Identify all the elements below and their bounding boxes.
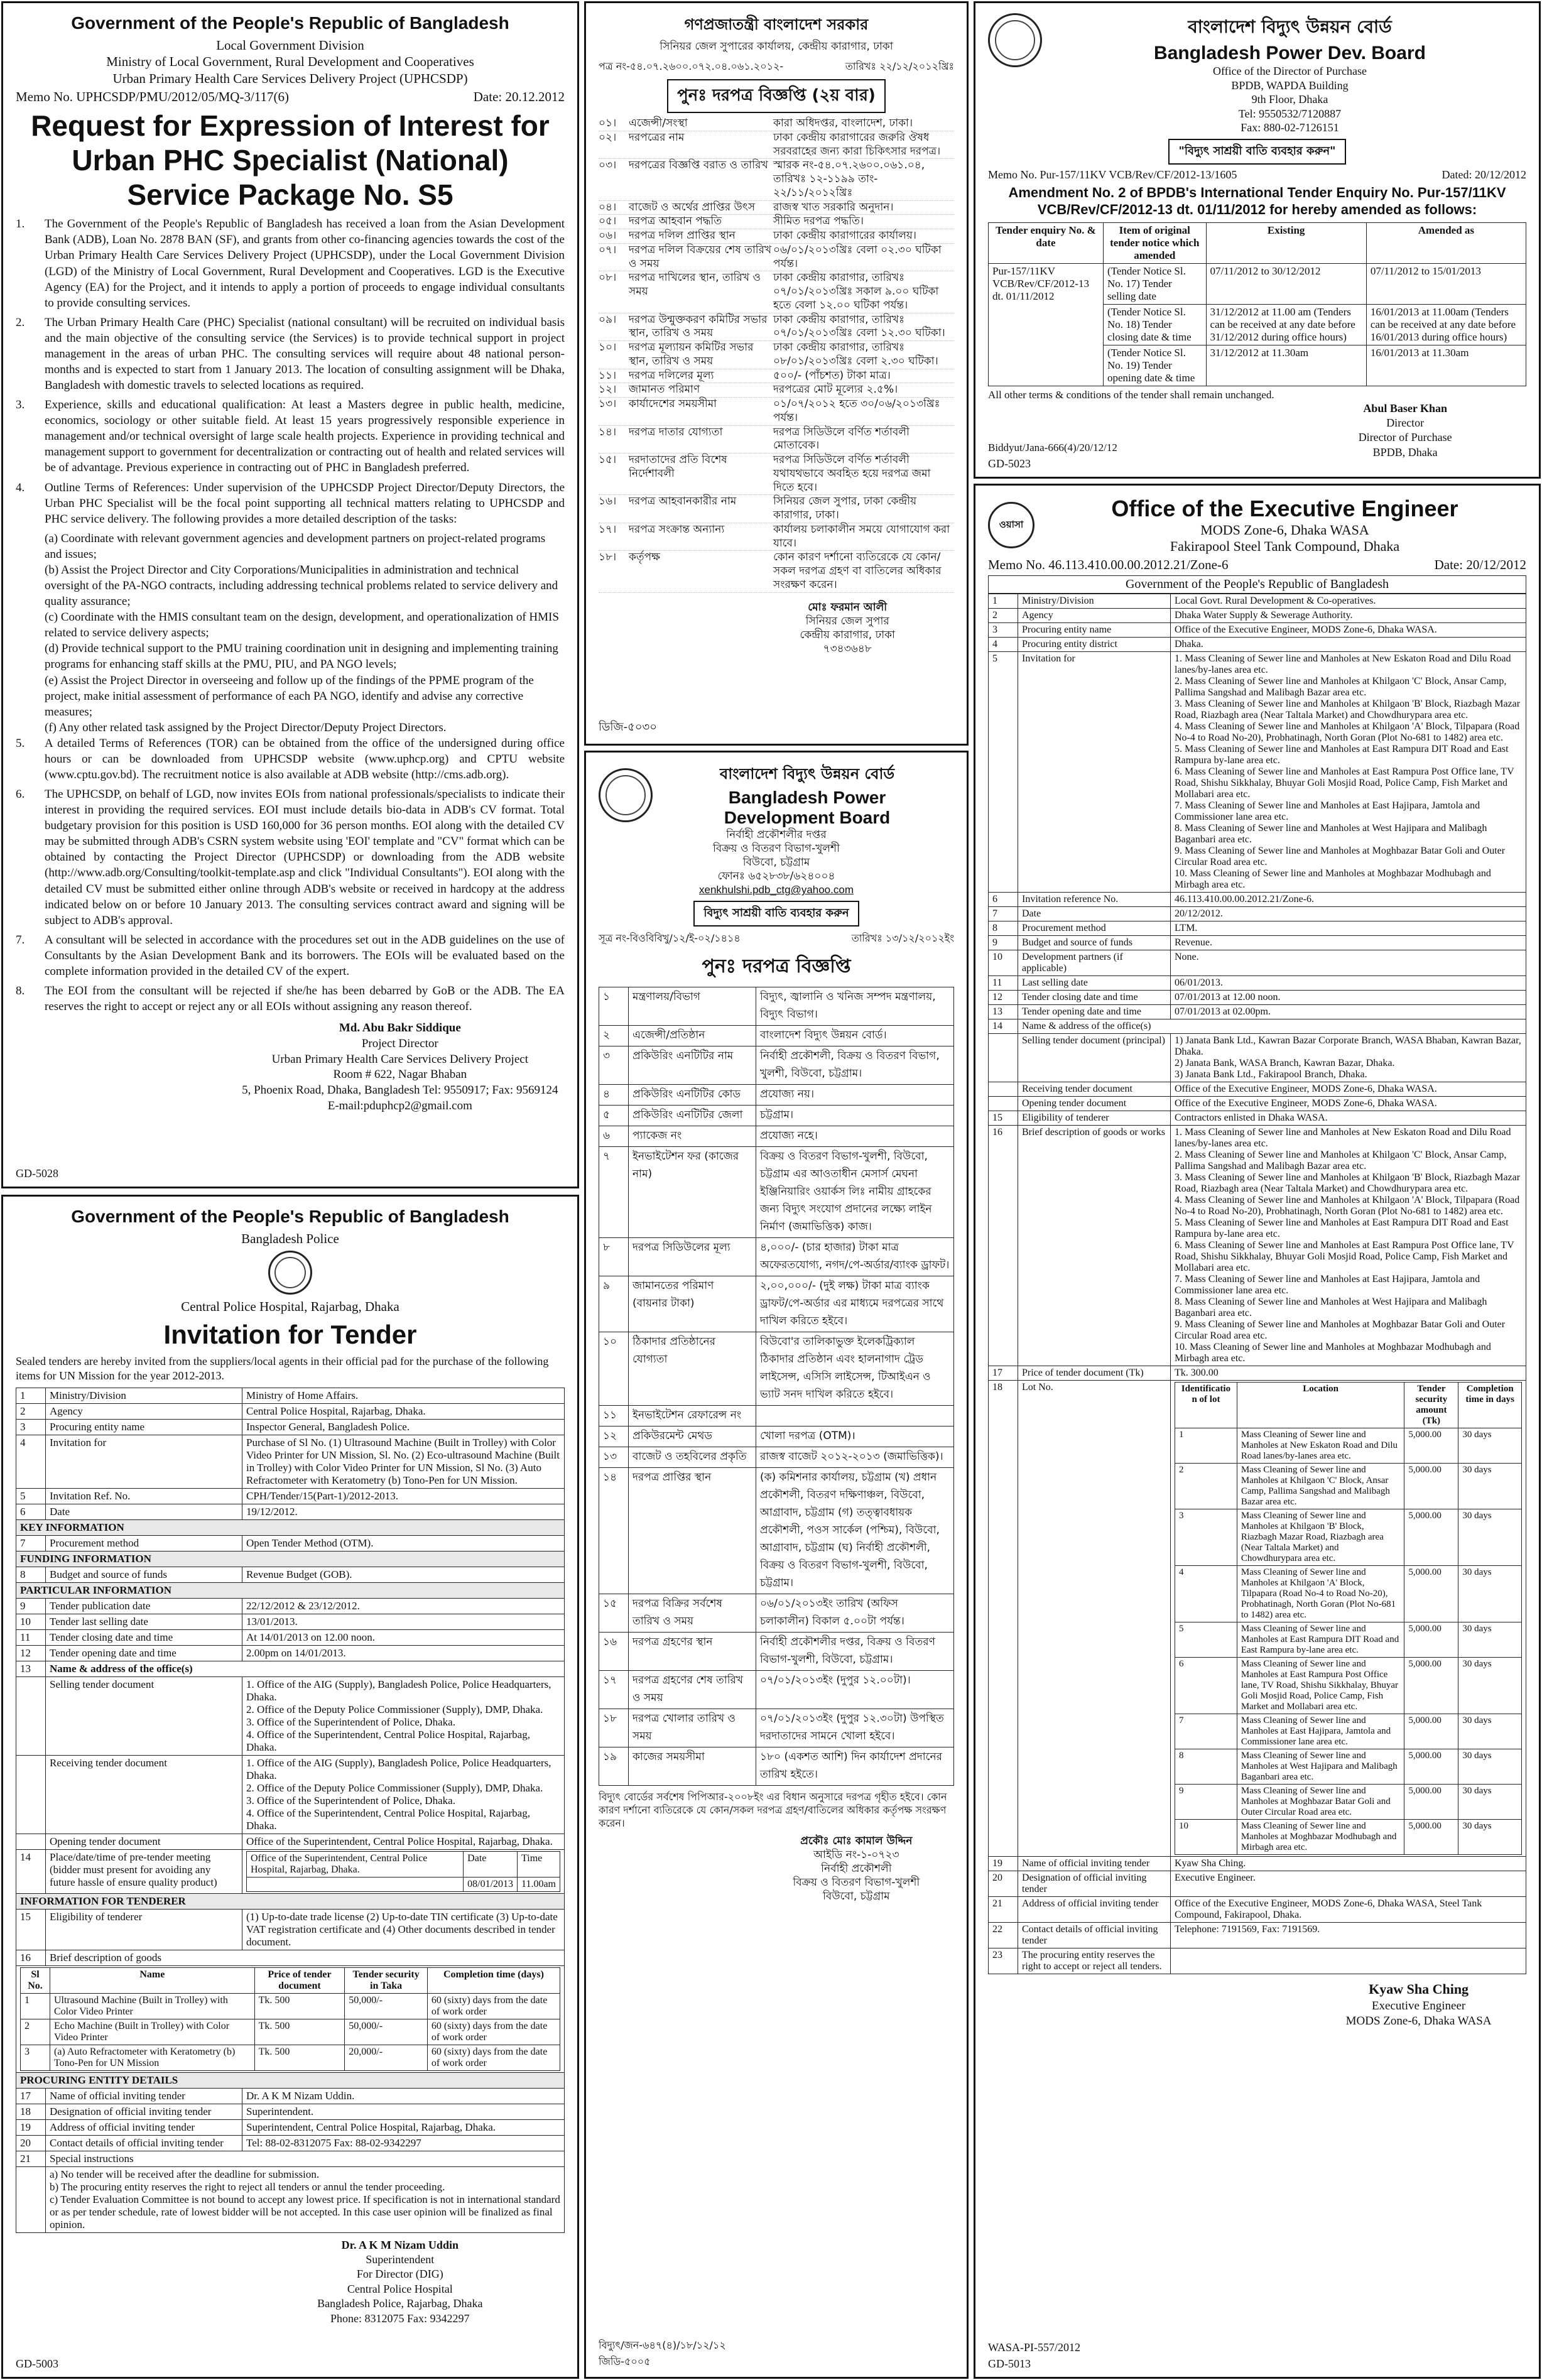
table-row: 14 Name & address of the office(s)	[989, 1019, 1526, 1034]
task-item: (e) Assist the Project Director in overseeing and follow up of the findings of the PPME program of the project, make initial assessment of performance of each PA NGO, identify and advise any corrective measures;	[45, 673, 534, 719]
table-row: Receiving tender document 1. Office of the AIG (Supply), Bangladesh Police, Police Headquarters, Dhaka. 2. Office of the Deputy Police Commissioner (Supply), DMP, Dhaka. 3. Office of the Superintendent of Police, Dhaka. 4. Office of the Superintendent, Central Police Hospital, Rajarbag, Dhaka.	[16, 1755, 565, 1834]
jail-row: ০৬। দরপত্র দলিল প্রাপ্তির স্থান ঢাকা কেন্দ্রীয় কারাগারের কার্যালয়।	[599, 229, 954, 244]
jail-row: ০৮। দরপত্র দাখিলের স্থান, তারিখ ও সময় ঢাকা কেন্দ্রীয় কারাগার, তারিখঃ ০৭/০১/২০১৩খ্রিঃ সকাল ৯.০০ ঘটিকা হতে বেলা ১২.০০ ঘটিকা পর্যন্ত।	[599, 271, 954, 313]
task-item: (c) Coordinate with the HMIS consultant team on the design, development, and operationalization of HMIS related to service delivery aspects;	[45, 611, 559, 640]
lot-table	[1175, 1382, 1522, 1855]
wasa-ref: WASA-PI-557/2012	[988, 2341, 1080, 2354]
section-header: PROCURING ENTITY DETAILS	[16, 2072, 565, 2088]
table-row: 1 Ministry/Division Ministry of Home Affairs.	[16, 1388, 565, 1403]
work-item: 1. Mass Cleaning of Sewer line and Manholes at New Eskaton Road and Dilu Road lanes/by-lanes area etc.	[1175, 653, 1511, 675]
eoi-paragraphs-continued	[16, 736, 565, 1014]
bpdb-ref: Biddyut/Jana-666(4)/20/12/12	[988, 442, 1117, 454]
wasa-logo-text: ওয়াসা	[999, 518, 1024, 530]
table-row: Receiving tender document Office of the Executive Engineer, MODS Zone-6, Dhaka WASA.	[989, 1082, 1526, 1097]
jail-title: পুনঃ দরপত্র বিজ্ঞপ্তি (২য় বার)	[667, 79, 886, 113]
task-item: (b) Assist the Project Director and City Corporations/Municipalities in administration and technical oversight of the PA-NGO contracts, including addressing technical problems related to service delivery and quality assurance;	[45, 563, 558, 609]
jail-ref: পত্র নং-৫৪.০৭.২৬০০.০৭২.০৪.০৬১.২০১২-	[599, 60, 784, 72]
table-row: (Tender Notice Sl. No. 18) Tender closing date & time 31/12/2012 at 11.00 am (Tenders can be received at any date before 31/12/2012 during office hours) 16/01/2013 at 11.00am (Tenders can be received at any date before 16/01/2013 during office hours)	[989, 304, 1526, 345]
bpdb2-title: পুনঃ দরপত্র বিজ্ঞপ্তি	[702, 955, 851, 978]
task-item: (d) Provide technical support to the PMU training coordination unit in designing and implementing training programs for enhancing staff skills at the PMU, PIU, and PA NGO levels;	[45, 642, 558, 671]
jail-row: ০৫। দরপত্র আহবান পদ্ধতি সীমিত দরপত্র পদ্ধতি।	[599, 215, 954, 229]
police-government-header: Government of the People's Republic of Bangladesh	[71, 1207, 509, 1226]
jail-row: ০৪। বাজেট ও অর্থের প্রাপ্তির উৎস রাজস্ব খাত সরকারি অনুদান।	[599, 201, 954, 215]
wasa-zone: MODS Zone-6, Dhaka WASA	[1200, 522, 1369, 538]
col-existing: Existing	[1206, 222, 1366, 263]
bpdb-memo: Memo No. Pur-157/11KV VCB/Rev/CF/2012-13/1605	[988, 168, 1237, 181]
office-item: 3. Office of the Superintendent of Police, Dhaka.	[246, 1715, 455, 1728]
paragraph-number: 5.	[16, 736, 25, 750]
office-item: 1. Office of the AIG (Supply), Bangladesh Police, Police Headquarters, Dhaka.	[246, 1678, 551, 1703]
table-row: ১২ প্রকিউরমেন্ট মেথড খোলা দরপত্র (OTM)।	[599, 1426, 954, 1447]
lot-row: 5 Mass Cleaning of Sewer line and Manholes at East Rampura DIT Road and East Rampura by-lane area etc. 5,000.00 30 days	[1175, 1622, 1522, 1658]
table-row: ১ মন্ত্রণালয়/বিভাগ বিদ্যুৎ, জ্বালানি ও খনিজ সম্পদ মন্ত্রণালয়, বিদ্যুৎ বিভাগ।	[599, 987, 954, 1026]
lot-header: Identificatio n of lot	[1175, 1383, 1237, 1428]
table-row: 13 Name & address of the office(s)	[16, 1661, 565, 1676]
bpdb-english-name: Bangladesh Power Dev. Board	[1154, 43, 1426, 63]
table-row: 12 Tender closing date and time 07/01/2013 at 12.00 noon.	[989, 991, 1526, 1005]
table-row: ১১ ইনভাইটেশন রেফারেন্স নং	[599, 1406, 954, 1426]
table-row: 7 Procurement method Open Tender Method (OTM).	[16, 1535, 565, 1551]
jail-date: তারিখঃ ২২/১২/২০১২খ্রিঃ	[845, 60, 954, 72]
table-row: 2 Agency Dhaka Water Supply & Sewerage Authority.	[989, 609, 1526, 623]
table-row: ১৯ কাজের সময়সীমা ১৮০ (একশত আশি) দিন কার্যাদেশ প্রদানের তারিখ হইতে।	[599, 1747, 954, 1786]
bpdb-dated: Dated: 20/12/2012	[1442, 168, 1526, 181]
wasa-gd-code: GD-5013	[988, 2357, 1031, 2370]
police-tender-advertisement	[1, 1195, 579, 2379]
eoi-paragraph	[16, 736, 565, 783]
paragraph-text: Experience, skills and educational qualification: At least a Masters degree in public health, medicine, economics, sociology or other suitable field. At least 15 years progressively responsible experience in management and/or technical oversight of large scale health projects. Experience in providing technical and management support to government for decentralization or contracting out of health and related services will be of advantage. Previous experience in contracting out of PHC in Bangladesh preferred.	[45, 398, 565, 475]
bpdb-footer-note: All other terms & conditions of the tender shall remain unchanged.	[988, 388, 1274, 401]
office-item: 4. Office of the Superintendent, Central Police Hospital, Rajarbag, Dhaka.	[246, 1728, 530, 1753]
work-item: 6. Mass Cleaning of Sewer line and Manholes at East Rampura Post Office lane, TV Road, Shishu Sikkhalay, Bhuyar Goli Mosjid Road, Police Camp, Fish Market and Mollabari area etc.	[1175, 766, 1514, 800]
eoi-advertisement	[1, 1, 579, 1188]
table-row: 6 Date 19/12/2012.	[16, 1504, 565, 1519]
lot-row: 1 Mass Cleaning of Sewer line and Manholes at New Eskaton Road and Dilu Road lanes/by-lanes area etc. 5,000.00 30 days	[1175, 1428, 1522, 1464]
table-row: 6 Invitation reference No. 46.113.410.00.00.2012.21/Zone-6.	[989, 893, 1526, 907]
lot-header: Location	[1237, 1383, 1404, 1428]
paragraph-number: 2.	[16, 315, 25, 329]
col-amended: Amended as	[1366, 222, 1526, 263]
work-item: 8. Mass Cleaning of Sewer line and Manholes at West Hajipara and Malibagh Baganbari area etc.	[1175, 823, 1487, 845]
table-row: 19 Name of official inviting tender Kyaw Sha Ching.	[989, 1857, 1526, 1871]
work-item: 5. Mass Cleaning of Sewer line and Manholes at East Rampura DIT Road and East Rampura by-lane area etc.	[1175, 744, 1509, 766]
bpdb-signature: Abul Baser Khan Director Director of Purchase BPDB, Dhaka	[1358, 401, 1452, 459]
jail-row: ০১। এজেন্সী/সংস্থা কারা অধিদপ্তর, বাংলাদেশ, ঢাকা।	[599, 117, 954, 131]
table-row: 21 Special instructions	[16, 2151, 565, 2166]
lot-row: 8 Mass Cleaning of Sewer line and Manholes at West Hajipara and Malibagh Baganbari area etc. 5,000.00 30 days	[1175, 1749, 1522, 1785]
paragraph-text: The UPHCSDP, on behalf of LGD, now invites EOIs from national professionals/specialists to indicate their interest in providing the required services. EOI must include details bio-data in ADB's CV format. Total budgetary provision for this position is USD 160,000 for 36 person months. EOI along with the detailed CV may be submitted through ADB's CSRN system website using 'EOI' template and "CV" format which can be obtained by contacting the Project Director (UPHCSDP) or downloading from the ADB website (http://www.adb.org/Consulting/toolkit-template.asp and click "Individual Consultants"). EOI along with the detailed CV must be submitted either online through ADB's website or received in hardcopy at the address indicated below on or before 10 January 2013. The consulting services contract award and signing will be subject to ADB's approval.	[45, 788, 565, 927]
col-enquiry: Tender enquiry No. & date	[989, 222, 1104, 263]
eoi-task-list	[45, 531, 565, 736]
goods-header: Completion time (days)	[427, 1967, 560, 1993]
eoi-office-lines: Local Government Division Ministry of Local Government, Rural Development and Cooperatives Urban Primary Health Care Services Delivery Project (UPHCSDP)	[106, 38, 474, 86]
jail-tender-advertisement	[584, 1, 969, 746]
wasa-tender-table	[988, 594, 1526, 1974]
goods-row: 1 Ultrasound Machine (Built in Trolley) with Color Video Printer Tk. 500 50,000/- 60 (sixty) days from the date of work order	[21, 1993, 560, 2019]
jail-signature: মোঃ ফরমান আলী সিনিয়র জেল সুপার কেন্দ্রীয় কারাগার, ঢাকা ৭৩৪৩৬৪৮	[800, 600, 895, 655]
jail-ref-line	[599, 58, 954, 75]
jail-row: ১৮। কর্তৃপক্ষ কোন কারণ দর্শানো ব্যতিরেকে যে কোন/সকল দরপত্র গ্রহণ বা বাতিলের অধিকার সংরক্ষণ করেন।	[599, 551, 954, 592]
table-row: ৩ প্রকিউরিং এনটিটির নাম নির্বাহী প্রকৌশলী, বিক্রয় ও বিতরণ বিভাগ, খুলশী, বিউবো, চট্টগ্রাম।	[599, 1046, 954, 1085]
table-row: ৯ জামানতের পরিমাণ (বায়নার টাকা) ২,০০,০০০/- (দুই লক্ষ) টাকা মাত্র ব্যাংক ড্রাফট/পে-অর্ডার এর মাধ্যমে দরপত্রের সাথে দাখিল করিতে হইবে।	[599, 1276, 954, 1332]
lot-label: Lot No.	[1018, 1381, 1171, 1857]
table-row: ৫ প্রকিউরিং এনটিটির জেলা চট্টগ্রাম।	[599, 1106, 954, 1126]
goods-header: Price of tender document	[254, 1967, 345, 1993]
table-row: (Tender Notice Sl. No. 19) Tender opening date & time 31/12/2012 at 11.30am 16/01/2013 at 11.30am	[989, 345, 1526, 386]
lot-row: 2 Mass Cleaning of Sewer line and Manholes at Khilgaon 'C' Block, Ansar Camp, Pallima Sangshad and Malibagh Bazar area etc. 5,000.00 30 days	[1175, 1464, 1522, 1509]
table-row: Opening tender document Office of the Executive Engineer, MODS Zone-6, Dhaka WASA.	[989, 1097, 1526, 1111]
bpdb-office-lines: Office of the Director of Purchase BPDB, WAPDA Building 9th Floor, Dhaka Tel: 9550532/7120887 Fax: 880-02-7126151	[1212, 65, 1367, 134]
bpdb-amendment-advertisement	[974, 1, 1541, 479]
table-row: ১৫ দরপত্র বিক্রির সর্বশেষ তারিখ ও সময় ০৬/০১/২০১৩ইং তারিখ (অফিস চলাকালীন) বিকাল ৫.০০টা পর্যন্ত।	[599, 1594, 954, 1633]
table-row: Opening tender document Office of the Superintendent, Central Police Hospital, Rajarbag, Dhaka.	[16, 1834, 565, 1849]
table-row: ১৩ বাজেট ও তহবিলের প্রকৃতি রাজস্ব বাজেট ২০১২-২০১৩ (জমাভিত্তিক)।	[599, 1447, 954, 1468]
table-row: 12 Tender opening date and time 2.00pm on 14/01/2013.	[16, 1645, 565, 1661]
table-row: 20 Designation of official inviting tender Executive Engineer.	[989, 1871, 1526, 1897]
work-item: 1. Mass Cleaning of Sewer line and Manholes at New Eskaton Road and Dilu Road lanes/by-lanes area etc.	[1175, 1127, 1511, 1149]
paragraph-number: 3.	[16, 398, 25, 412]
table-row: 15 Eligibility of tenderer (1) Up-to-date trade license (2) Up-to-date TIN certificate (3) Up-to-date VAT registration certificate and (4) Other documents described in tender document.	[16, 1909, 565, 1950]
wasa-gov-header: Government of the People's Republic of Bangladesh	[988, 575, 1526, 594]
eoi-paragraph	[16, 786, 565, 928]
table-row: 4 Procuring entity district Dhaka.	[989, 638, 1526, 652]
police-tender-table	[16, 1388, 565, 2233]
table-row: Selling tender document 1. Office of the AIG (Supply), Bangladesh Police, Police Headquarters, Dhaka. 2. Office of the Deputy Police Commissioner (Supply), DMP, Dhaka. 3. Office of the Superintendent of Police, Dhaka. 4. Office of the Superintendent, Central Police Hospital, Rajarbag, Dhaka.	[16, 1676, 565, 1755]
bpdb2-ref-1: বিদ্যুৎ/জন-৬৪৭(৪)/১৮/১২/১২	[599, 2339, 726, 2351]
bpdb-logo-icon	[988, 13, 1042, 67]
special-instruction: a) No tender will be received after the deadline for submission.	[50, 2168, 320, 2180]
work-item: 2. Mass Cleaning of Sewer line and Manholes at Khilgaon 'C' Block, Ansar Camp, Pallima Sangshad and Malibagh Bazar area etc.	[1175, 1149, 1507, 1171]
table-row: ১০ ঠিকাদার প্রতিষ্ঠানের যোগ্যতা বিউবো'র তালিকাভুক্ত ইলেকট্রিক্যাল ঠিকাদার প্রতিষ্ঠান এবং হালনাগাদ ট্রেড লাইসেন্স, এসিসি লাইসেন্স, টিআইএন ও ভ্যাট সনদ দাখিল করিতে হইবে।	[599, 1332, 954, 1406]
selling-office: 1) Janata Bank Ltd., Kawran Bazar Corporate Branch, WASA Bhaban, Kawran Bazar, Dhaka.	[1175, 1035, 1521, 1057]
table-row: 11 Tender closing date and time At 14/01/2013 on 12.00 noon.	[16, 1629, 565, 1645]
table-row: 18 Lot No. Identificatio n of lot Location Tender security amount (Tk) Completion time in days 1 Mass Cleaning of Sewer line and Manholes at New Eskaton Road and Dilu Road lanes/by-lanes area etc. 5,000.00 30 days 2 Mass Cleaning of Sewer line and Manholes at Khilgaon 'C' Block, Ansar Camp, Pallima Sangshad and Malibagh Bazar area etc. 5,000.00 30 days 3 Mass Cleaning of Sewer line and Manholes at Khilgaon 'B' Block, Riazbagh Mazar Road, Riazbagh area (Near Taltala Market) and Chowdhurypara area etc. 5,000.00 30 days 4 Mass Cleaning of Sewer line and Manholes at Khilgaon 'A' Block, Tilpapara (Road No-4 to Road No-20), Probhatinagh, North Goran (Plot No-681 to 1482) area etc. 5,000.00 30 days 5 Mass Cleaning of Sewer line and Manholes at East Rampura DIT Road and East Rampura by-lane area etc. 5,000.00 30 days 6 Mass Cleaning of Sewer line and Manholes at East Rampura Post Office lane, TV Road, Shishu Sikkhalay, Bhuyar Goli Mosjid Road, Police Camp, Fish Market and Mollabari area etc. 5,000.00 30 days 7 Mass Cleaning of Sewer line and Manholes at East Hajipara, Jamtola and Commissioner lane area etc. 5,000.00 30 days 8 Mass Cleaning of Sewer line and Manholes at West Hajipara and Malibagh Baganbari area etc. 5,000.00 30 days 9 Mass Cleaning of Sewer line and Manholes at Moghbazar Batar Goli and Outer Circular Road area etc. 5,000.00 30 days 10 Mass Cleaning of Sewer line and Manholes at Moghbazar Modhubagh and Mirbagh area etc. 5,000.00 30 days	[989, 1381, 1526, 1857]
lot-header: Completion time in days	[1458, 1383, 1522, 1428]
table-row: 13 Tender opening date and time 07/01/2013 at 02.00pm.	[989, 1005, 1526, 1019]
work-item: 7. Mass Cleaning of Sewer line and Manholes at East Hajipara, Jamtola and Commissioner lane area etc.	[1175, 1274, 1480, 1296]
bpdb-khulshi-logo-icon	[599, 768, 653, 822]
jail-row: ১১। দরপত্র দলিলের মূল্য ৫০০/- (পাঁচশত) টাকা মাত্র।	[599, 369, 954, 384]
bpdb-bangla-name: বাংলাদেশ বিদ্যুৎ উন্নয়ন বোর্ড	[1188, 16, 1392, 37]
section-header: INFORMATION FOR TENDERER	[16, 1893, 565, 1909]
table-row: 10 Tender last selling date 13/01/2013.	[16, 1614, 565, 1629]
work-item: 3. Mass Cleaning of Sewer line and Manholes at Khilgaon 'B' Block, Riazbagh Mazar Road, Riazbagh area (Near Taltala Market) and Chowdhurypara area etc.	[1175, 698, 1521, 720]
eoi-title: Request for Expression of Interest for Urban PHC Specialist (National) Service Package No. S5	[31, 109, 550, 212]
table-row: 9 Budget and source of funds Revenue.	[989, 936, 1526, 950]
lot-row: 7 Mass Cleaning of Sewer line and Manholes at East Hajipara, Jamtola and Commissioner lane area etc. 5,000.00 30 days	[1175, 1714, 1522, 1749]
eoi-paragraph	[16, 932, 565, 979]
eoi-memo-line	[16, 89, 565, 105]
paragraph-text: Outline Terms of References: Under supervision of the UPHCSDP Project Director/Deputy Directors, the Urban PHC Specialist will be the focal point supporting all technical matters relating to UPHCSDP and PHC service delivery. The following provides a more detailed description of the tasks:	[45, 481, 565, 526]
work-item: 4. Mass Cleaning of Sewer line and Manholes at Khilgaon 'A' Block, Tilpapara (Road No-4 to Road No-20), Probhatinagh, North Goran (Plot No-681 to 1482) area etc.	[1175, 1195, 1520, 1217]
paragraph-text: The EOI from the consultant will be rejected if she/he has been debarred by GoB or the ADB. The EA reserves the right to accept or reject any or all EOIs without assigning any reason thereof.	[45, 984, 565, 1014]
goods-header: Sl No.	[21, 1967, 50, 1993]
eoi-paragraph	[16, 983, 565, 1014]
special-instruction: c) Tender Evaluation Committee is not bound to accept any lowest price. If specification is not in international standard or as per tender schedule, rate of lowest bidder will be not accepted. In this case user opinion will be finalized as final opinion.	[50, 2193, 560, 2231]
bpdb2-gd-code: জিডি-৫০০৫	[599, 2356, 651, 2367]
selling-office: 3) Janata Bank Ltd., Fakirapool Branch, Dhaka.	[1175, 1069, 1367, 1080]
paragraph-number: 1.	[16, 217, 25, 231]
bpdb2-english-name-2: Development Board	[724, 808, 891, 827]
goods-table	[20, 1967, 560, 2071]
col-item: Item of original tender notice which amended	[1104, 222, 1207, 263]
section-header: KEY INFORMATION	[16, 1519, 565, 1535]
eoi-paragraph	[16, 315, 565, 393]
office-item: 3. Office of the Superintendent of Police, Dhaka.	[246, 1794, 455, 1807]
task-item: (f) Any other related task assigned by the Project Director/Deputy Project Directors.	[45, 720, 447, 734]
eoi-paragraph	[16, 480, 565, 527]
bpdb-amendment-table	[988, 222, 1526, 386]
bpdb-gd-code: GD-5023	[988, 457, 1031, 470]
table-row: 8 Budget and source of funds Revenue Budget (GOB).	[16, 1567, 565, 1582]
table-row: 5 Invitation Ref. No. CPH/Tender/15(Part-1)/2012-2013.	[16, 1488, 565, 1504]
table-row: Selling tender document (principal) 1) Janata Bank Ltd., Kawran Bazar Corporate Branch, WASA Bhaban, Kawran Bazar, Dhaka. 2) Janata Bank, WASA Branch, Kawran Bazar, Dhaka. 3) Janata Bank Ltd., Fakirapool Branch, Dhaka.	[989, 1034, 1526, 1082]
paragraph-text: A detailed Terms of References (TOR) can be obtained from the office of the undersigned during office hours or can be downloaded from UPHCSDP website (www.uphcp.org) and CPTU website (www.cptu.gov.bd). The recruitment notice is also available at ADB website (http://cms.adb.org).	[45, 736, 565, 781]
police-agency: Bangladesh Police	[241, 1231, 339, 1246]
bpdb2-email: xenkhulshi.pdb_ctg@yahoo.com	[699, 884, 854, 896]
wasa-address: Fakirapool Steel Tank Compound, Dhaka	[1170, 538, 1400, 554]
jail-row: ০২। দরপত্রের নাম ঢাকা কেন্দ্রীয় কারাগারের জরুরি ঔষধ সরবরাহের জন্য কারা চিকিৎসার দরপত্র।	[599, 131, 954, 160]
bpdb-slogan: "বিদ্যুৎ সাশ্রয়ী বাতি ব্যবহার করুন"	[1168, 139, 1345, 165]
table-row: 3 Procuring entity name Office of the Executive Engineer, MODS Zone-6, Dhaka WASA.	[989, 623, 1526, 638]
paragraph-number: 4.	[16, 481, 25, 494]
table-row: 21 Address of official inviting tender Office of the Executive Engineer, MODS Zone-6, Dhaka WASA, Steel Tank Compound, Fakirapool, Dhaka.	[989, 1897, 1526, 1923]
table-row: 10 Development partners (if applicable) None.	[989, 950, 1526, 976]
paragraph-number: 6.	[16, 788, 25, 801]
jail-row: ০৯। দরপত্র উন্মুক্তকরণ কমিটির সভার স্থান, তারিখ ও সময় ঢাকা কেন্দ্রীয় কারাগার, তারিখঃ ০৭/০১/২০১৩খ্রিঃ বেলা ১২.৩০ ঘটিকা।	[599, 313, 954, 342]
lot-row: 9 Mass Cleaning of Sewer line and Manholes at Moghbazar Batar Goli and Outer Circular Road area etc. 5,000.00 30 days	[1175, 1785, 1522, 1820]
table-row: 19 Address of official inviting tender Superintendent, Central Police Hospital, Rajarbag, Dhaka.	[16, 2119, 565, 2135]
work-item: 7. Mass Cleaning of Sewer line and Manholes at East Hajipara, Jamtola and Commissioner lane area etc.	[1175, 800, 1480, 822]
police-signature: Dr. A K M Nizam Uddin Superintendent For Director (DIG) Central Police Hospital Bangladesh Police, Rajarbag, Dhaka Phone: 8312075 Fax: 9342297	[317, 2238, 483, 2325]
table-row: ৮ দরপত্র সিডিউলের মূল্য ৪,০০০/- (চার হাজার) টাকা মাত্র অফেরতযোগ্য, নগদ/পে-অর্ডার/ব্যাংক ড্রাফট।	[599, 1238, 954, 1276]
goods-header: Name	[50, 1967, 254, 1993]
table-row: 11 Last selling date 06/01/2013.	[989, 976, 1526, 991]
jail-row: ১৬। দরপত্র আহবানকারীর নাম সিনিয়র জেল সুপার, ঢাকা কেন্দ্রীয় কারাগার, ঢাকা।	[599, 495, 954, 523]
table-row: 2 Agency Central Police Hospital, Rajarbag, Dhaka.	[16, 1403, 565, 1419]
office-item: 1. Office of the AIG (Supply), Bangladesh Police, Police Headquarters, Dhaka.	[246, 1756, 551, 1781]
table-row: 5 Invitation for 1. Mass Cleaning of Sewer line and Manholes at New Eskaton Road and Dilu Road lanes/by-lanes area etc. 2. Mass Cleaning of Sewer line and Manholes at Khilgaon 'C' Block, Ansar Camp, Pallima Sangshad and Malibagh Bazar area etc. 3. Mass Cleaning of Sewer line and Manholes at Khilgaon 'B' Block, Riazbagh Mazar Road, Riazbagh area (Near Taltala Market) and Chowdhurypara area etc. 4. Mass Cleaning of Sewer line and Manholes at Khilgaon 'A' Block, Tilpapara (Road No-4 to Road No-20), Probhatinagh, North Goran (Plot No-681 to 1482) area etc. 5. Mass Cleaning of Sewer line and Manholes at East Rampura DIT Road and East Rampura by-lane area etc. 6. Mass Cleaning of Sewer line and Manholes at East Rampura Post Office lane, TV Road, Shishu Sikkhalay, Bhuyar Goli Mosjid Road, Police Camp, Fish Market and Mollabari area etc. 7. Mass Cleaning of Sewer line and Manholes at East Hajipara, Jamtola and Commissioner lane area etc. 8. Mass Cleaning of Sewer line and Manholes at West Hajipara and Malibagh Baganbari area etc. 9. Mass Cleaning of Sewer line and Manholes at Moghbazar Batar Goli and Outer Circular Road area etc. 10. Mass Cleaning of Sewer line and Manholes at Moghbazar Modhubagh and Mirbagh area etc.	[989, 652, 1526, 893]
jail-row: ১২। জামানত পরিমাণ দরপত্রের মোট মূল্যের ২.৫%।	[599, 383, 954, 398]
table-row: 17 Price of tender document (Tk) Tk. 300.00	[989, 1366, 1526, 1381]
table-row: 1 Ministry/Division Local Govt. Rural Development & Co-operatives.	[989, 594, 1526, 609]
table-row: 16 Brief description of goods	[16, 1950, 565, 1965]
eoi-paragraph	[16, 397, 565, 475]
lot-row: 10 Mass Cleaning of Sewer line and Manholes at Moghbazar Modhubagh and Mirbagh area etc. 5,000.00 30 days	[1175, 1820, 1522, 1855]
paragraph-number: 7.	[16, 933, 25, 947]
jail-row: ০৭। দরপত্র দলিল বিক্রয়ের শেষ তারিখ ও সময় ০৬/০১/২০১৩খ্রিঃ বেলা ০২.৩০ ঘটিকা পর্যন্ত।	[599, 244, 954, 272]
work-item: 10. Mass Cleaning of Sewer line and Manholes at Moghbazar Modhubagh and Mirbagh area etc.	[1175, 1342, 1491, 1364]
lot-row: 6 Mass Cleaning of Sewer line and Manholes at East Rampura Post Office lane, TV Road, Shishu Sikkhalay, Bhuyar Goli Mosjid Road, Police Camp, Fish Market and Mollabari area etc. 5,000.00 30 days	[1175, 1658, 1522, 1714]
bpdb2-office-lines: নির্বাহী প্রকৌশলীর দপ্তর বিক্রয় ও বিতরণ বিভাগ-খুলশী বিউবো, চট্টগ্রাম ফোনঃ ৬৫২৮৩৮/৬২৪০০৪ xenkhulshi.pdb_ctg@yahoo.com	[599, 828, 954, 897]
eoi-date: Date: 20.12.2012	[473, 89, 565, 104]
table-row: ৬ প্যাকেজ নং প্রযোজ্য নহে।	[599, 1126, 954, 1147]
office-item: 2. Office of the Deputy Police Commissioner (Supply), DMP, Dhaka.	[246, 1781, 543, 1794]
bpdb-memo-line	[988, 168, 1526, 182]
wasa-memo: Memo No. 46.113.410.00.00.2012.21/Zone-6	[988, 557, 1229, 572]
police-gd-code: GD-5003	[16, 2357, 58, 2370]
section-header: FUNDING INFORMATION	[16, 1551, 565, 1567]
table-row: ২ এজেন্সী/প্রতিষ্ঠান বাংলাদেশ বিদ্যুৎ উন্নয়ন বোর্ড।	[599, 1026, 954, 1046]
table-row: 4 Invitation for Purchase of Sl No. (1) Ultrasound Machine (Built in Trolley) with Color Video Printer for UN Mission, Sl. No. (2) Eco-ultrasound Machine (Built in Trolley) with Color Video Printer for UN Mission, Sl No. (3) Auto Refractometer with Keratometry (b) Tono-Pen for UN Mission.	[16, 1435, 565, 1488]
bpdb2-date: তারিখঃ ১৩/১২/২০১২ইং	[851, 932, 954, 945]
enquiry-cell: Pur-157/11KV VCB/Rev/CF/2012-13 dt. 01/11/2012	[989, 263, 1104, 386]
goods-header: Tender security in Taka	[345, 1967, 428, 1993]
table-row: 9 Tender publication date 22/12/2012 & 23/12/2012.	[16, 1598, 565, 1614]
police-title: Invitation for Tender	[163, 1319, 417, 1349]
eoi-paragraphs	[16, 216, 565, 526]
office-item: 2. Office of the Deputy Police Commissioner (Supply), DMP, Dhaka.	[246, 1703, 543, 1715]
wasa-signature: Kyaw Sha Ching Executive Engineer MODS Zone-6, Dhaka WASA	[1345, 1981, 1492, 2028]
bpdb2-footer: বিদ্যুৎ বোর্ডের সর্বশেষ পিপিআর-২০০৮ইং এর বিধান অনুসারে দরপত্র গৃহীত হইবে। কোন কারণ দর্শানো ব্যতিরেকে যে কোন/সকল দরপত্র গ্রহণ/বাতিলের অধিকার কর্তৃপক্ষ সংরক্ষণ করেন।	[599, 1791, 947, 1830]
table-row: 15 Eligibility of tenderer Contractors enlisted in Dhaka WASA.	[989, 1111, 1526, 1126]
work-item: 9. Mass Cleaning of Sewer line and Manholes at Moghbazar Batar Goli and Outer Circular Road area etc.	[1175, 845, 1506, 867]
police-emblem-icon	[268, 1251, 312, 1295]
table-row: ১৭ দরপত্র গ্রহণের শেষ তারিখ ও সময় ০৭/০১/২০১৩ইং (দুপুর ১২.০০টা)।	[599, 1671, 954, 1709]
lot-row: 3 Mass Cleaning of Sewer line and Manholes at Khilgaon 'B' Block, Riazbagh Mazar Road, Riazbagh area (Near Taltala Market) and Chowdhurypara area etc. 5,000.00 30 days	[1175, 1509, 1522, 1566]
table-row: 16 Brief description of goods or works 1. Mass Cleaning of Sewer line and Manholes at New Eskaton Road and Dilu Road lanes/by-lanes area etc. 2. Mass Cleaning of Sewer line and Manholes at Khilgaon 'C' Block, Ansar Camp, Pallima Sangshad and Malibagh Bazar area etc. 3. Mass Cleaning of Sewer line and Manholes at Khilgaon 'B' Block, Riazbagh Mazar Road, Riazbagh area (Near Taltala Market) and Chowdhurypara area etc. 4. Mass Cleaning of Sewer line and Manholes at Khilgaon 'A' Block, Tilpapara (Road No-4 to Road No-20), Probhatinagh, North Goran (Plot No-681 to 1482) area etc. 5. Mass Cleaning of Sewer line and Manholes at East Rampura DIT Road and East Rampura by-lane area etc. 6. Mass Cleaning of Sewer line and Manholes at East Rampura Post Office lane, TV Road, Shishu Sikkhalay, Bhuyar Goli Mosjid Road, Police Camp, Fish Market and Mollabari area etc. 7. Mass Cleaning of Sewer line and Manholes at East Hajipara, Jamtola and Commissioner lane area etc. 8. Mass Cleaning of Sewer line and Manholes at West Hajipara and Malibagh Baganbari area etc. 9. Mass Cleaning of Sewer line and Manholes at Moghbazar Batar Goli and Outer Circular Road area etc. 10. Mass Cleaning of Sewer line and Manholes at Moghbazar Modhubagh and Mirbagh area etc.	[989, 1126, 1526, 1366]
jail-office: সিনিয়র জেল সুপারের কার্যালয়, কেন্দ্রীয় কারাগার, ঢাকা	[660, 40, 893, 53]
wasa-memo-line	[988, 557, 1526, 573]
work-item: 8. Mass Cleaning of Sewer line and Manholes at West Hajipara and Malibagh Baganbari area etc.	[1175, 1296, 1487, 1318]
work-item: 5. Mass Cleaning of Sewer line and Manholes at East Rampura DIT Road and East Rampura by-lane area etc.	[1175, 1217, 1509, 1239]
bpdb-amendment-title: Amendment No. 2 of BPDB's International Tender Enquiry No. Pur-157/11KV VCB/Rev/CF/2012-13 dt. 01/11/2012 for hereby amended as follows:	[1008, 184, 1506, 217]
wasa-title: Office of the Executive Engineer	[1111, 496, 1458, 521]
paragraph-text: The Urban Primary Health Care (PHC) Specialist (national consultant) will be recruited on individual basis and the main objective of the consulting service (the Services) is to provide technical support in project management in the areas of urban PHC. The consulting services will require about 48 national person-months and is expected to start from 1 January 2013. The location of consulting assignment will be Dhaka, Bangladesh with domestic travels to selected locations as required.	[45, 315, 565, 393]
table-row: 7 Date 20/12/2012.	[989, 907, 1526, 921]
lot-header: Tender security amount (Tk)	[1404, 1383, 1458, 1428]
wasa-logo-icon	[988, 502, 1034, 548]
eoi-paragraph	[16, 216, 565, 310]
jail-row: ১৭। দরপত্র সংক্রান্ত অন্যান্য কার্যালয় চলাকালীন সময়ে যোগাযোগ করা যাবে।	[599, 523, 954, 552]
jail-tender-rows	[599, 117, 954, 593]
bpdb2-english-name-1: Bangladesh Power	[728, 788, 886, 807]
work-item: 9. Mass Cleaning of Sewer line and Manholes at Moghbazar Batar Goli and Outer Circular Road area etc.	[1175, 1319, 1506, 1341]
work-item: 10. Mass Cleaning of Sewer line and Manholes at Moghbazar Modhubagh and Mirbagh area etc.	[1175, 868, 1491, 890]
table-row: ৭ ইনভাইটেশন ফর (কাজের নাম) বিক্রয় ও বিতরণ বিভাগ-খুলশী, বিউবো, চট্টগ্রাম এর আওতাধীন মেসার্স মেঘনা ইঞ্জিনিয়ারিং ওয়ার্কস লিঃ নামীয় গ্রাহকের জন্য বিদ্যুৎ সংযোগ প্রদানের লক্ষ্যে লাইন নির্মাণ (জমাভিত্তিক) কাজ।	[599, 1147, 954, 1238]
police-hospital: Central Police Hospital, Rajarbag, Dhaka	[181, 1299, 399, 1315]
eoi-memo-number: Memo No. UPHCSDP/PMU/2012/05/MQ-3/117(6)	[16, 89, 290, 104]
bpdb2-ref-line	[599, 930, 954, 947]
police-intro: Sealed tenders are hereby invited from the suppliers/local agents in their official pad for the purchase of the following items for UN Mission for the year 2012-2013.	[16, 1354, 549, 1383]
goods-row: 3 (a) Auto Refractometer with Keratometry (b) Tono-Pen for UN Mission Tk. 500 20,000/- 60 (sixty) days from the date of work order	[21, 2045, 560, 2070]
table-row: ৪ প্রকিউরিং এনটিটির কোড প্রযোজ্য নয়।	[599, 1085, 954, 1106]
pre-tender-meeting: Office of the Superintendent, Central Police Hospital, Rajarbag, Dhaka. Date Time 08/01/2013 11.00am	[246, 1851, 560, 1892]
table-row: 8 Procurement method LTM.	[989, 921, 1526, 936]
bpdb2-ref: সূত্র নং-বিওবিবিখু/১২/ই-০২/১৪১৪	[599, 932, 741, 945]
goods-row: 2 Echo Machine (Built in Trolley) with Color Video Printer Tk. 500 50,000/- 60 (sixty) days from the date of work order	[21, 2019, 560, 2045]
table-row: ১৮ দরপত্র খোলার তারিখ ও সময় ০৭/০১/২০১৩ইং (দুপুর ১২.৩০টা) উপস্থিত দরদাতাদের সামনে খোলা হইবে।	[599, 1709, 954, 1747]
eoi-gd-code: GD-5028	[16, 1167, 58, 1180]
jail-row: ১৩। কার্যাদেশের সময়সীমা ০১/০৭/২০১২ হতে ৩০/০৬/২০১৩খ্রিঃ পর্যন্ত।	[599, 398, 954, 426]
task-item: (a) Coordinate with relevant government agencies and development partners on project-related programs and issues;	[45, 531, 546, 561]
eoi-government-header: Government of the People's Republic of Bangladesh	[71, 13, 509, 33]
wasa-table	[988, 594, 1526, 1974]
work-item: 4. Mass Cleaning of Sewer line and Manholes at Khilgaon 'A' Block, Tilpapara (Road No-4 to Road No-20), Probhatinagh, North Goran (Plot No-681 to 1482) area etc.	[1175, 721, 1520, 743]
special-instruction: b) The procuring entity reserves the right to reject all tenders or annul the tender proceeding.	[50, 2180, 445, 2193]
selling-office: 2) Janata Bank, WASA Branch, Kawran Bazar, Dhaka.	[1175, 1058, 1395, 1068]
table-row: 20 Contact details of official inviting tender Tel: 88-02-8312075 Fax: 88-02-9342297	[16, 2135, 565, 2151]
bpdb2-bangla-name: বাংলাদেশ বিদ্যুৎ উন্নয়ন বোর্ড	[719, 765, 895, 783]
jail-row: ১০। দরপত্র মূল্যায়ন কমিটির সভার স্থান, তারিখ ও সময় ঢাকা কেন্দ্রীয় কারাগার, তারিখঃ ০৮/০১/২০১৩খ্রিঃ বেলা ২.৩০ ঘটিকা।	[599, 341, 954, 369]
table-row: Pur-157/11KV VCB/Rev/CF/2012-13 dt. 01/11/2012 (Tender Notice Sl. No. 17) Tender selling date 07/11/2012 to 30/12/2012 07/11/2012 to 15/01/2013	[989, 263, 1526, 304]
office-item: 4. Office of the Superintendent, Central Police Hospital, Rajarbag, Dhaka.	[246, 1807, 530, 1832]
jail-row: ১৪। দরপত্র দাতার যোগ্যতা দরপত্র সিডিউলে বর্ণিত শর্তাবলী মোতাবেক।	[599, 426, 954, 454]
table-row: ১৪ দরপত্র প্রাপ্তির স্থান (ক) কমিশনার কার্যালয়, চট্টগ্রাম (খ) প্রধান প্রকৌশলী, বিতরণ দক্ষিণাঞ্চল, বিউবো, আগ্রাবাদ, চট্টগ্রাম (গ) তত্ত্বাবধায়ক প্রকৌশলী, পওস সার্কেল (পশ্চিম), বিউবো, আগ্রাবাদ, চট্টগ্রাম (ঘ) নির্বাহী প্রকৌশলী, বিক্রয় ও বিতরণ বিভাগ-খুলশী, বিউবো, চট্টগ্রাম।	[599, 1468, 954, 1594]
table-row: 23 The procuring entity reserves the right to accept or reject all tenders.	[989, 1948, 1526, 1974]
table-row: 17 Name of official inviting tender Dr. A K M Nizam Uddin.	[16, 2088, 565, 2104]
table-row: 14 Place/date/time of pre-tender meeting (bidder must present for avoiding any future hassle of ensure quality product) Office of the Superintendent, Central Police Hospital, Rajarbag, Dhaka. Date Time 08/01/2013 11.00am	[16, 1849, 565, 1893]
table-row: 3 Procuring entity name Inspector General, Bangladesh Police.	[16, 1419, 565, 1435]
jail-gd-code: ডিজি-৫০৩০	[599, 720, 657, 734]
paragraph-text: A consultant will be selected in accordance with the procedures set out in the ADB guidelines on the use of Consultants by the Asian Development Bank and its borrowers. The EOIs will be evaluated based on the complete information provided in the detailed CV of the expert.	[45, 933, 565, 978]
jail-row: ০৩। দরপত্রের বিজ্ঞপ্তি বরাত ও তারিখ স্মারক নং-৫৪.০৭.২৬০০.০৬১.০৪, তারিখঃ ১২-১১৯৯ তাং- ২২/১১/২০১২খ্রিঃ	[599, 159, 954, 200]
section-header: PARTICULAR INFORMATION	[16, 1582, 565, 1598]
table-row: 22 Contact details of official inviting tender Telephone: 7191569, Fax: 7191569.	[989, 1923, 1526, 1948]
work-item: 6. Mass Cleaning of Sewer line and Manholes at East Rampura Post Office lane, TV Road, Shishu Sikkhalay, Bhuyar Goli Mosjid Road, Police Camp, Fish Market and Mollabari area etc.	[1175, 1240, 1514, 1273]
jail-government-header: গণপ্রজাতন্ত্রী বাংলাদেশ সরকার	[684, 16, 869, 33]
lot-row: 4 Mass Cleaning of Sewer line and Manholes at Khilgaon 'A' Block, Tilpapara (Road No-4 to Road No-20), Probhatinagh, North Goran (Plot No-681 to 1482) area etc. 5,000.00 30 days	[1175, 1566, 1522, 1622]
paragraph-text: The Government of the People's Republic of Bangladesh has received a loan from the Asian Development Bank (ADB), Loan No. 2878 BAN (SF), and grants from other co-financing agencies towards the cost of the Urban Primary Health Care Services Delivery Project (UPHCSDP), under the Local Government Division (LGD) of the Ministry of Local Government, Rural Development and Cooperatives. LGD is the Executive Agency (EA) for the Project, and it intends to apply a portion of proceeds to engage individual consultants to provide consulting services.	[45, 217, 565, 310]
police-table	[16, 1388, 565, 2233]
bpdb-khulshi-advertisement	[584, 751, 969, 2379]
work-item: 2. Mass Cleaning of Sewer line and Manholes at Khilgaon 'C' Block, Ansar Camp, Pallima Sangshad and Malibagh Bazar area etc.	[1175, 676, 1507, 698]
bpdb2-signature: প্রকৌঃ মোঃ কামাল উদ্দিন আইডি নং-১-০৭২৩ নির্বাহী প্রকৌশলী বিক্রয় ও বিতরণ বিভাগ-খুলশী বিউবো, চট্টগ্রাম	[793, 1834, 920, 1903]
table-row: 18 Designation of official inviting tender Superintendent.	[16, 2104, 565, 2119]
work-item: 3. Mass Cleaning of Sewer line and Manholes at Khilgaon 'B' Block, Riazbagh Mazar Road, Riazbagh area (Near Taltala Market) and Chowdhurypara area etc.	[1175, 1172, 1521, 1194]
wasa-date: Date: 20/12/2012	[1434, 557, 1526, 572]
wasa-tender-advertisement	[974, 484, 1541, 2379]
eoi-signature: Md. Abu Bakr Siddique Project Director Urban Primary Health Care Services Delivery Project Room # 622, Nagar Bhaban 5, Phoenix Road, Dhaka, Bangladesh Tel: 9550917; Fax: 9569124 E-mail:pduphcp2@gmail.com	[242, 1021, 558, 1112]
paragraph-number: 8.	[16, 984, 25, 997]
bpdb2-slogan: বিদ্যুৎ সাশ্রয়ী বাতি ব্যবহার করুন	[693, 901, 859, 926]
bpdb2-tender-table	[599, 987, 954, 1786]
table-row: ১৬ দরপত্র গ্রহণের স্থান নির্বাহী প্রকৌশলীর দপ্তর, বিক্রয় ও বিতরণ বিভাগ-খুলশী, বিউবো, চট্টগ্রাম।	[599, 1633, 954, 1671]
jail-row: ১৫। দরদাতাদের প্রতি বিশেষ নির্দেশাবলী দরপত্র সিডিউলে বর্ণিত শর্তাবলী যথাযথভাবে অবহিত হয়ে দরপত্র জমা দিতে হবে।	[599, 454, 954, 495]
